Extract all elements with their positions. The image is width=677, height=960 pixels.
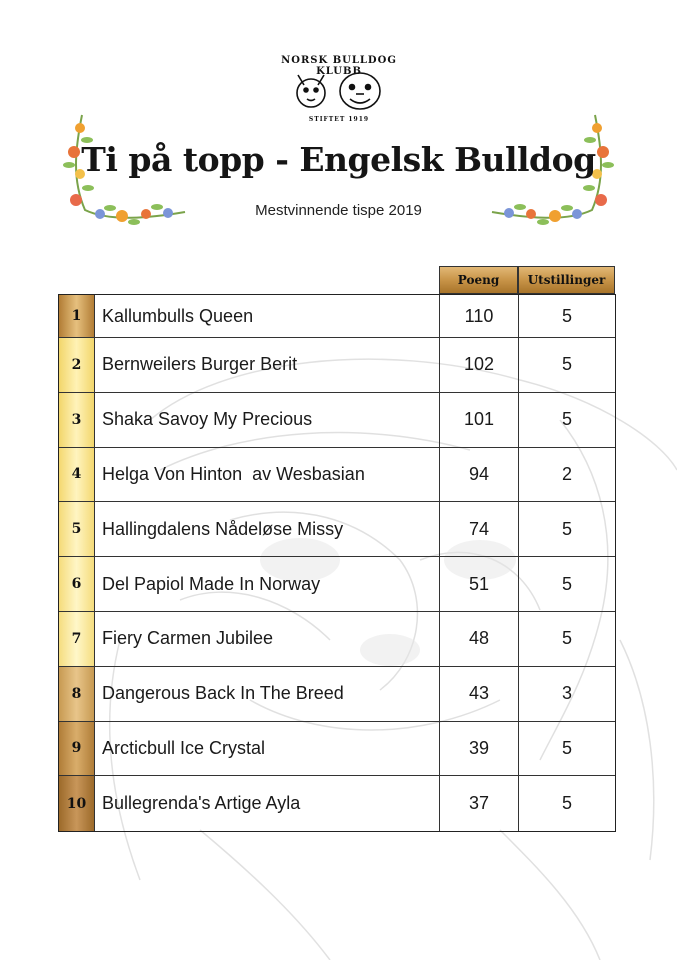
points-cell: 74 — [440, 502, 519, 556]
table-row — [59, 393, 615, 448]
table-row — [59, 722, 615, 777]
ranking-table — [58, 294, 616, 832]
rank-cell: 9 — [59, 722, 95, 776]
dog-name-cell: Shaka Savoy My Precious — [95, 393, 440, 447]
rank-cell: 3 — [59, 393, 95, 447]
points-cell: 110 — [440, 295, 519, 337]
rank-cell: 8 — [59, 667, 95, 721]
rank-cell: 5 — [59, 502, 95, 556]
shows-cell: 5 — [561, 305, 572, 326]
shows-cell: 5 — [561, 573, 572, 594]
shows-cell: 3 — [561, 683, 572, 704]
dog-name-cell: Bernweilers Burger Berit — [95, 338, 440, 392]
table-row — [59, 502, 615, 557]
page-subtitle: Mestvinnende tispe 2019 — [255, 202, 422, 219]
table-row — [59, 612, 615, 667]
dog-name-cell: Helga Von Hinton av Wesbasian — [95, 448, 440, 502]
dog-name-cell: Dangerous Back In The Breed — [95, 667, 440, 721]
dog-name-cell: Arcticbull Ice Crystal — [95, 722, 440, 776]
points-cell: 48 — [440, 612, 519, 666]
points-cell: 37 — [440, 776, 519, 831]
dog-name-cell: Bullegrenda's Artige Ayla — [95, 776, 440, 831]
rank-cell: 7 — [59, 612, 95, 666]
page-title: Ti på topp - Engelsk Bulldog — [81, 140, 596, 179]
rank-cell: 6 — [59, 557, 95, 611]
column-header-shows: Utstillinger — [518, 266, 615, 294]
shows-cell: 2 — [561, 463, 572, 484]
club-logo — [268, 55, 410, 127]
points-cell: 51 — [440, 557, 519, 611]
points-cell: 102 — [440, 338, 519, 392]
points-cell: 101 — [440, 393, 519, 447]
table-row — [59, 667, 615, 722]
table-row — [59, 557, 615, 612]
shows-cell: 5 — [561, 518, 572, 539]
points-cell: 43 — [440, 667, 519, 721]
shows-cell: 5 — [561, 409, 572, 430]
column-header-points: Poeng — [439, 266, 518, 294]
table-row — [59, 776, 615, 831]
dog-name-cell: Del Papiol Made In Norway — [95, 557, 440, 611]
rank-cell: 1 — [59, 295, 95, 337]
dog-name-cell: Hallingdalens Nådeløse Missy — [95, 502, 440, 556]
table-row — [59, 295, 615, 338]
rank-cell: 4 — [59, 448, 95, 502]
shows-cell: 5 — [561, 737, 572, 758]
rank-cell: 2 — [59, 338, 95, 392]
table-row — [59, 338, 615, 393]
dog-name-cell: Kallumbulls Queen — [95, 295, 440, 337]
points-cell: 94 — [440, 448, 519, 502]
shows-cell: 5 — [561, 793, 572, 814]
dog-name-cell: Fiery Carmen Jubilee — [95, 612, 440, 666]
shows-cell: 5 — [561, 628, 572, 649]
logo-founded: STIFTET 1919 — [308, 116, 370, 123]
points-cell: 39 — [440, 722, 519, 776]
rank-cell: 10 — [59, 776, 95, 831]
shows-cell: 5 — [561, 354, 572, 375]
logo-club-name: NORSK BULLDOG KLUBB — [281, 55, 397, 77]
bulldog-heads-icon — [290, 67, 388, 115]
table-row — [59, 448, 615, 503]
